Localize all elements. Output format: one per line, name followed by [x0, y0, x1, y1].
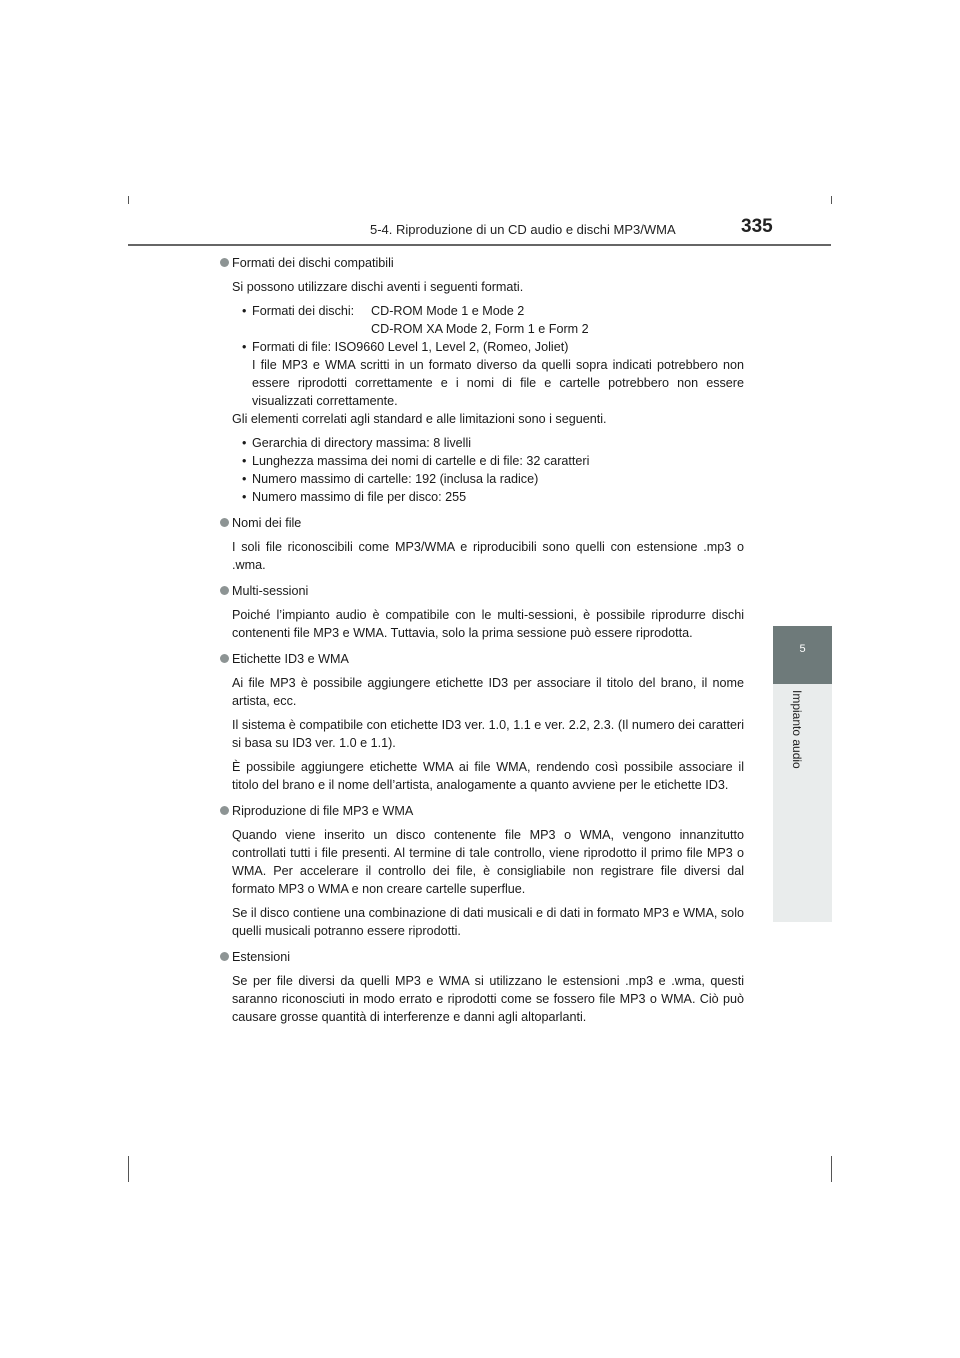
list-bullet: • — [242, 472, 247, 486]
section-bullet-icon — [220, 258, 229, 267]
paragraph: Se il disco contiene una combinazione di dati musicali e di dati in formato MP3 e WMA, solo quelli musicali potranno essere riprodotti. — [232, 906, 744, 938]
section-bullet-icon — [220, 806, 229, 815]
header-divider — [128, 244, 831, 246]
list-bullet: • — [242, 454, 247, 468]
list-item — [242, 470, 744, 488]
section-heading: Etichette ID3 e WMA — [232, 652, 349, 666]
file-format-note: I file MP3 e WMA scritti in un formato diverso da quelli sopra indicati potrebbero non essere riprodotti correttamente e i nomi di file e cartelle potrebbero non essere visualizzati correttamente. — [252, 358, 744, 408]
section-heading: Nomi dei file — [232, 516, 302, 530]
chapter-tab — [773, 626, 832, 684]
page-header-title: 5-4. Riproduzione di un CD audio e dischi MP3/WMA — [370, 222, 676, 237]
section-heading: Multi-sessioni — [232, 584, 309, 598]
section-formati — [222, 254, 744, 272]
section-bullet-icon — [220, 952, 229, 961]
list-item — [242, 452, 744, 470]
list-bullet: • — [242, 340, 247, 354]
list-item — [242, 302, 744, 338]
section-estensioni — [222, 948, 744, 966]
section-bullet-icon — [220, 586, 229, 595]
section-bullet-icon — [220, 518, 229, 527]
disk-format-row — [252, 302, 744, 338]
section-riproduzione — [222, 802, 744, 820]
paragraph: Quando viene inserito un disco contenente file MP3 o WMA, vengono innanzitutto controllati tutti i file presenti. Al termine di tale controllo, viene riprodotto il primo file MP3 o WMA. Per accelerare il controllo dei file, è consigliabile non registrare file diversi dal formato MP3 o WMA e non creare cartelle superflue. — [232, 828, 744, 896]
list-item-text: Lunghezza massima dei nomi di cartelle e di file: 32 caratteri — [252, 454, 590, 468]
list-item-text: Numero massimo di file per disco: 255 — [252, 490, 467, 504]
list-item — [242, 338, 744, 410]
paragraph: Si possono utilizzare dischi aventi i seguenti formati. — [232, 280, 524, 294]
list-item — [242, 434, 744, 452]
chapter-label: Impianto audio — [790, 690, 804, 769]
section-heading: Formati dei dischi compatibili — [232, 256, 394, 270]
paragraph: Poiché l’impianto audio è compatibile con le multi-sessioni, è possibile riprodurre dischi contenenti file MP3 e WMA. Tuttavia, solo la prima sessione può essere riprodotta. — [232, 608, 744, 640]
paragraph: Ai file MP3 è possibile aggiungere etichette ID3 per associare il titolo del brano, il nome artista, ecc. — [232, 676, 744, 708]
list-item-text: Gerarchia di directory massima: 8 livelli — [252, 436, 472, 450]
section-bullet-icon — [220, 654, 229, 663]
section-multi — [222, 582, 744, 600]
list-item — [242, 488, 744, 506]
section-heading: Riproduzione di file MP3 e WMA — [232, 804, 414, 818]
chapter-number: 5 — [799, 643, 806, 655]
list-item-text: Numero massimo di cartelle: 192 (inclusa la radice) — [252, 472, 539, 486]
paragraph: Se per file diversi da quelli MP3 e WMA si utilizzano le estensioni .mp3 e .wma, questi saranno riconosciuti in modo errato e riprodotti come se fossero file MP3 o WMA. Ciò può causare grosse quantità di interferenze e danni agli altoparlanti. — [232, 974, 744, 1024]
crop-mark-top-left — [128, 196, 129, 204]
list-bullet: • — [242, 490, 247, 504]
section-heading: Estensioni — [232, 950, 291, 964]
disk-format-value: CD-ROM Mode 1 e Mode 2 — [371, 304, 525, 318]
disk-format-label: Formati dei dischi: — [252, 304, 355, 318]
crop-mark-bottom-left — [128, 1156, 129, 1182]
section-etichette — [222, 650, 744, 668]
paragraph: I soli file riconoscibili come MP3/WMA e riproducibili sono quelli con estensione .mp3 o .wma. — [232, 540, 744, 572]
file-format-text: Formati di file: ISO9660 Level 1, Level 2, (Romeo, Joliet) — [252, 340, 569, 354]
page-number: 335 — [741, 216, 773, 237]
list-bullet: • — [242, 304, 247, 318]
paragraph: Gli elementi correlati agli standard e alle limitazioni sono i seguenti. — [232, 412, 607, 426]
disk-format-value: CD-ROM XA Mode 2, Form 1 e Form 2 — [371, 322, 589, 336]
list-bullet: • — [242, 436, 247, 450]
page-content — [222, 254, 744, 1026]
section-nomi — [222, 514, 744, 532]
paragraph: È possibile aggiungere etichette WMA ai file WMA, rendendo così possibile associare il titolo del brano e il nome dell’artista, analogamente a quanto avviene per le etichette ID3. — [232, 760, 744, 792]
disk-format-values — [371, 302, 589, 338]
paragraph: Il sistema è compatibile con etichette ID3 ver. 1.0, 1.1 e ver. 2.2, 2.3. (Il numero dei caratteri si basa su ID3 ver. 1.0 e 1.1). — [232, 718, 744, 750]
crop-mark-bottom-right — [831, 1156, 832, 1182]
crop-mark-top-right — [831, 196, 832, 204]
